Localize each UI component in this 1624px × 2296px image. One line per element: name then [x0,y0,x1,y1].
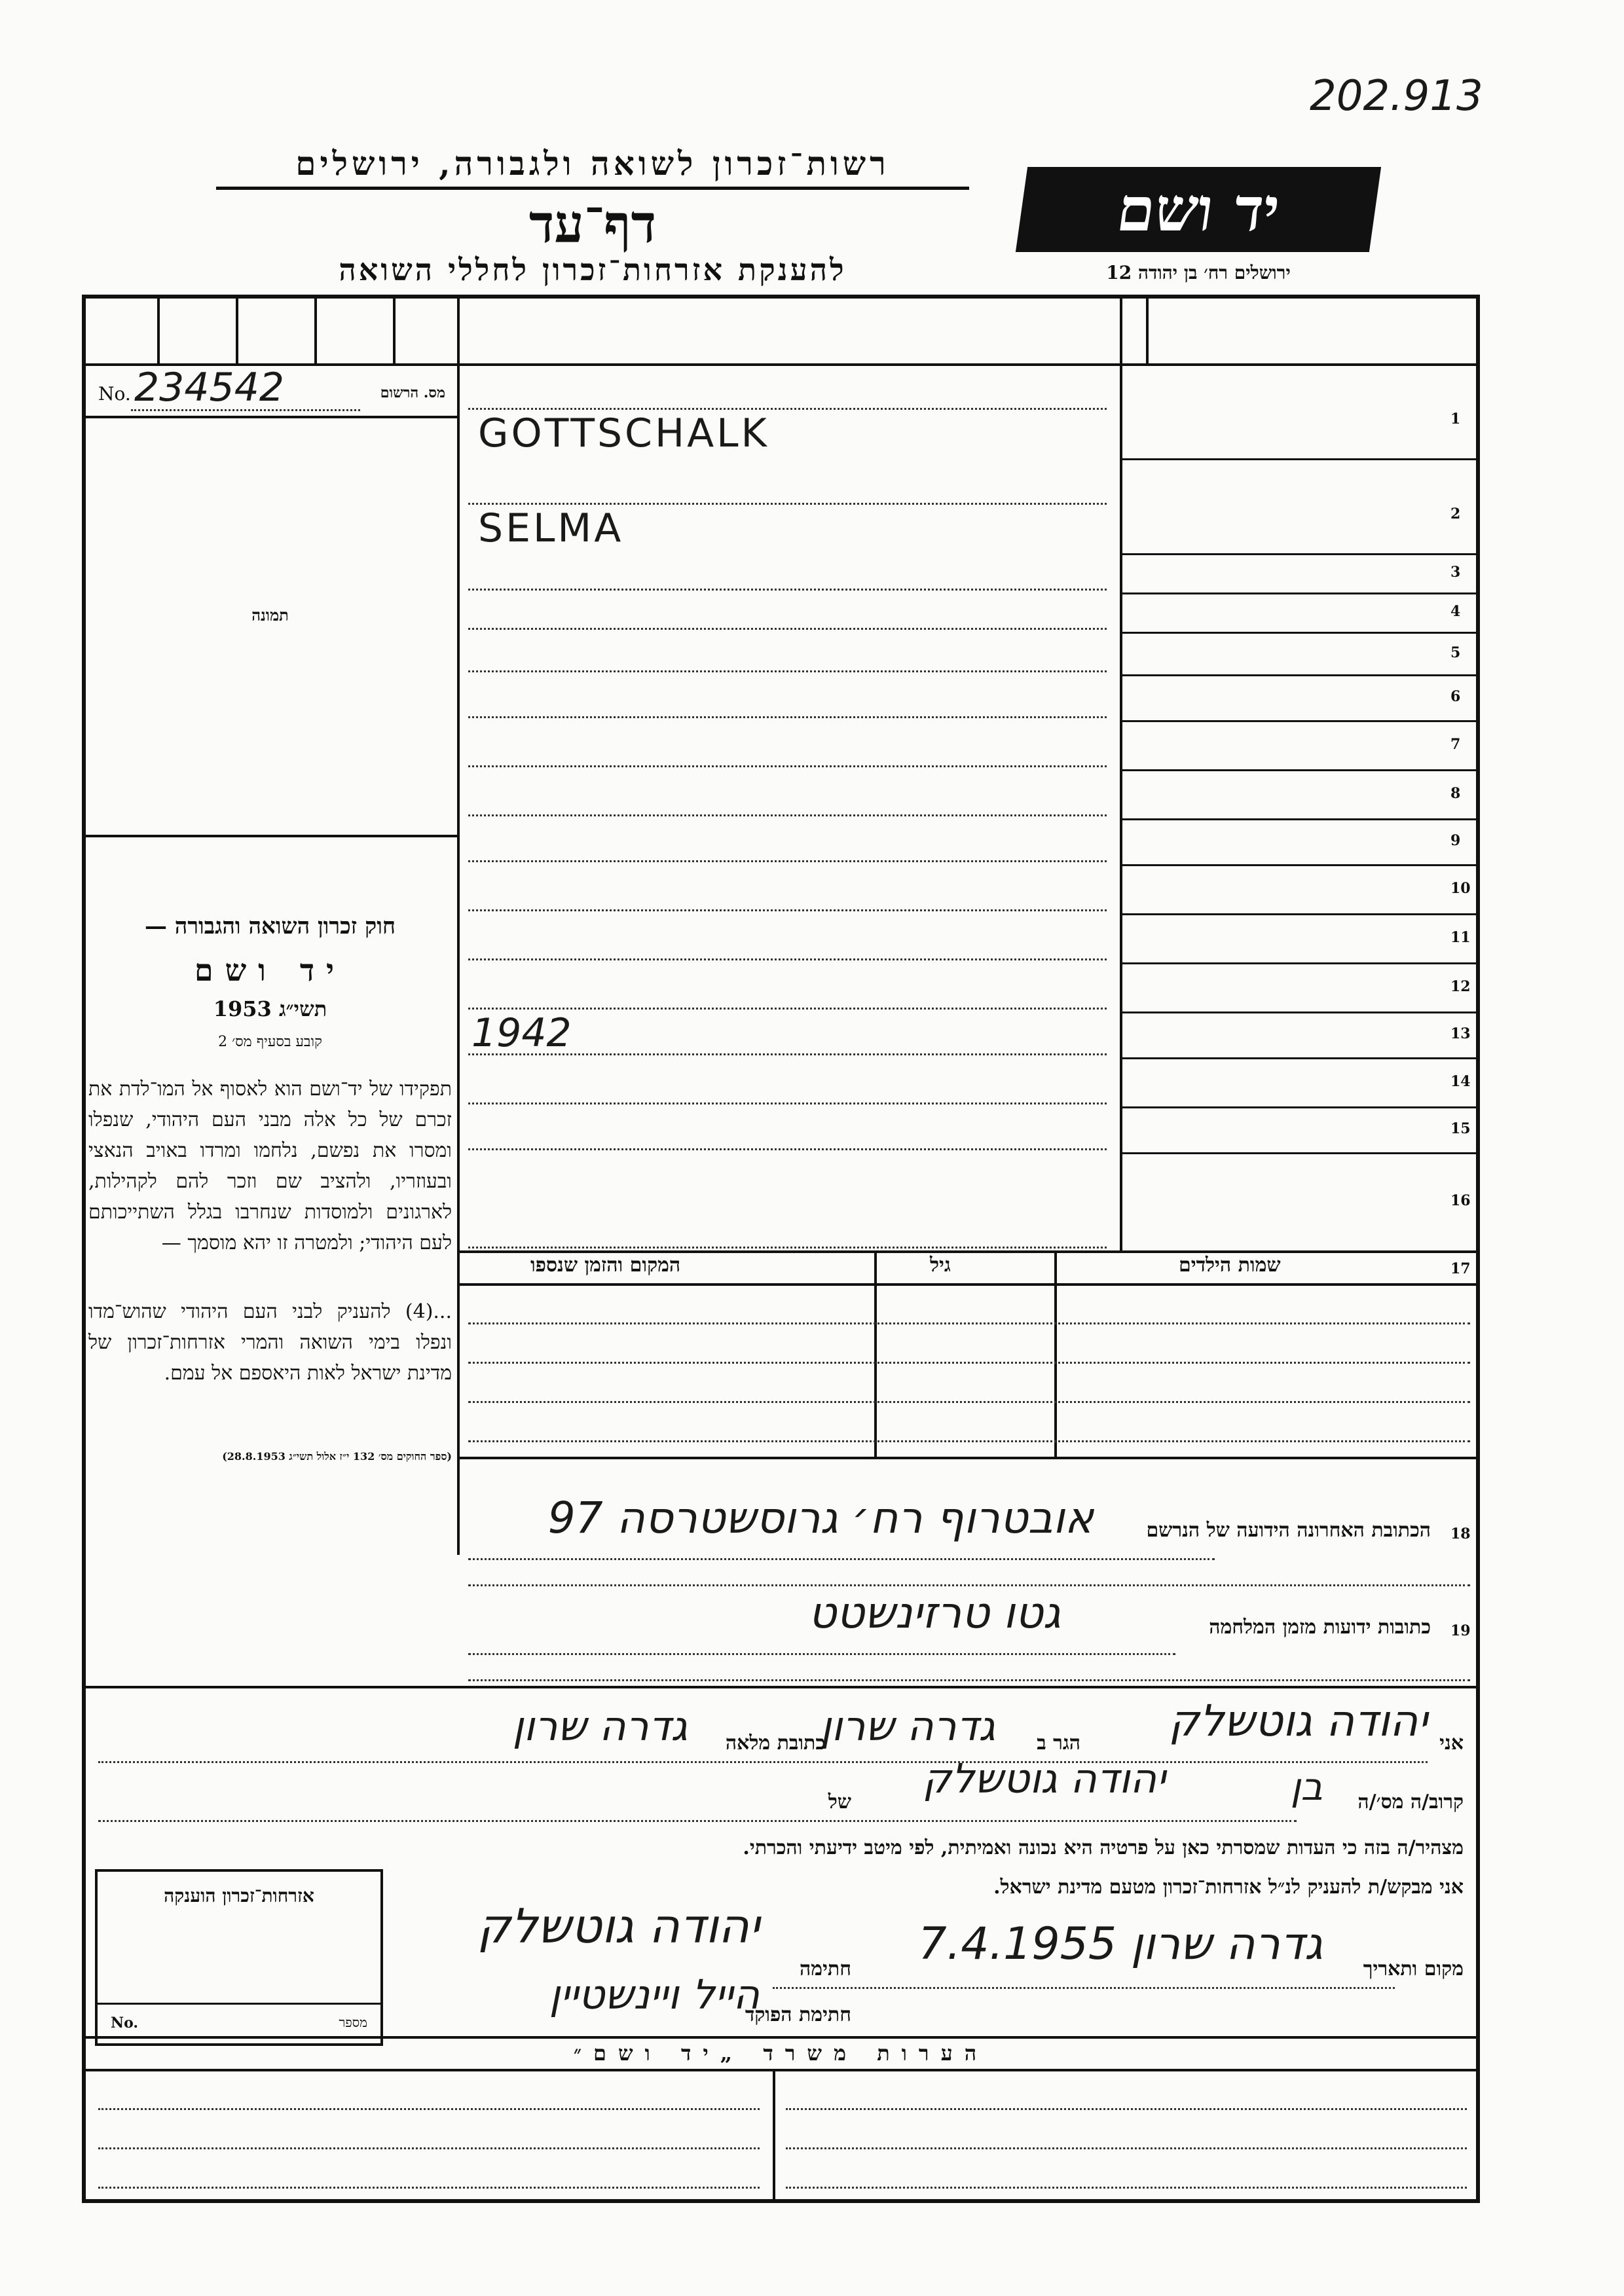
field-6-line [468,716,1107,718]
header-address: ירושלים רח׳ בן יהודה 12 [1106,262,1291,283]
declaration-statement: מצהיר/ה בזה כי העדות שמסרתי כאן על פרטיה היא נכונה ואמיתית, לפי מיטב ידיעתי והכרתי. [743,1836,1464,1859]
field-2-hebrew-line [468,503,1107,505]
children-names-header: שמות הילדים [1179,1254,1281,1277]
field-10-number: 10 [1450,879,1471,897]
declaration-request: אני מבקש/ת להעניק לנ״ל אזרחות־זכרון מטעם מדינת ישראל. [993,1876,1464,1899]
field-1-hebrew-line [468,408,1107,410]
law-text-1: תפקידו של יד־ושם הוא לאסוף אל המו־לדת את זכרם של כל אלה מבני העם היהודי, שנפלו ומסרו את נפשם, נלחמו ומרדו באויב הנאצי ובעוזריו, ולהציב שם וזכר להם לקהילות, לארגונים ולמוסדות שנחרבו בגלל השתייכותם לעם היהודי; ולמטרה זו יהא מוסמך — [88,1078,452,1254]
field-4-number: 4 [1450,603,1461,620]
field-8-number: 8 [1450,784,1461,802]
field-2-number: 2 [1450,505,1461,522]
field-9-number: 9 [1450,832,1461,849]
row-separator [1120,553,1480,555]
relation-of: יהודה גוטשלק [922,1755,1166,1802]
field-18-number: 18 [1450,1525,1471,1542]
award-box-title: אזרחות־זכרון הוענקה [164,1885,314,1906]
field-19-value: גטו טרזינשטט [808,1588,1061,1638]
registration-number: 234542 [134,365,285,410]
field-18-label: הכתובת האחרונה הידועה של הנרשם [1146,1519,1431,1542]
declaration-shel: של [828,1791,851,1813]
field-15-line [468,1148,1107,1150]
document-number: 202.913 [1310,72,1483,120]
officer-signature-label: חתימת הפוקד [745,2003,851,2026]
field-16-line [468,1247,1107,1248]
field-7-number: 7 [1450,735,1461,753]
row-separator [1120,913,1480,915]
field-12-line [468,1008,1107,1010]
registration-row [98,365,445,410]
award-box-no-label: מספר [339,2014,367,2030]
field-1-value: GOTTSCHALK [478,410,769,456]
field-10-line [468,909,1107,911]
field-17-number: 17 [1450,1260,1471,1277]
header-title: דף־עד [528,193,657,255]
row-separator [1120,1011,1480,1013]
field-14-line [468,1102,1107,1104]
row-separator [1120,592,1480,594]
award-box-no-prefix: No. [111,2014,139,2032]
declaration-ani: אני [1439,1732,1464,1755]
row-separator [1120,864,1480,866]
row-separator [1120,1152,1480,1154]
header-subtitle: להענקת אזרחות־זכרון לחללי השואה [339,252,847,287]
field-11-line [468,958,1107,960]
law-year: תשי״ג 1953 [213,996,327,1021]
law-reference: (ספר החוקים מס׳ 132 י״ז אלול תשי״ג 28.8.1953) [222,1450,452,1463]
law-section: קובע בסעיף מס׳ 2 [218,1034,322,1050]
row-separator [1120,769,1480,771]
citizenship-award-box [95,1869,383,2046]
row-separator [1120,458,1480,460]
children-place-header: המקום והזמן שנספו [530,1254,681,1277]
field-3-number: 3 [1450,564,1461,581]
row-separator [1120,1106,1480,1108]
law-title: חוק זכרון השואה והגבורה — [144,913,396,939]
row-separator [1120,962,1480,964]
field-12-number: 12 [1450,977,1471,995]
row-separator [1120,1057,1480,1059]
field-19-number: 19 [1450,1622,1471,1639]
declarant-name: יהודה גוטשלק [1168,1696,1428,1746]
field-2-value: SELMA [478,505,624,551]
field-7-line [468,765,1107,767]
declarant-relation: בן [1290,1764,1323,1809]
field-1-number: 1 [1450,410,1461,428]
yad-vashem-logo [1016,167,1381,252]
field-13-value-year: 1942 [471,1010,572,1056]
row-separator [1120,674,1480,676]
row-separator [1120,818,1480,820]
header-authority: רשות־זכרון לשואה ולגבורה, ירושלים [216,144,969,190]
declaration-address-label: כתובת מלאה [725,1732,825,1755]
field-8-line [468,814,1107,816]
field-6-number: 6 [1450,688,1461,705]
registration-label: מס. הרשום [380,384,445,401]
field-4-line [468,628,1107,630]
signature-value: יהודה גוטשלק [477,1899,760,1954]
signature-label: חתימה [800,1958,851,1980]
declaration-gar: הגר ב [1037,1732,1080,1755]
field-13-number: 13 [1450,1025,1471,1042]
field-5-number: 5 [1450,644,1461,661]
field-11-number: 11 [1450,928,1471,946]
field-18-value: אובטרוף רח׳ גרוסשטרסה 97 [547,1493,1094,1543]
field-3-line [468,589,1107,591]
place-date-value: גדרה שרון 7.4.1955 [918,1918,1323,1970]
registration-prefix: No. [98,383,131,405]
place-date-label: מקום ותאריך [1363,1958,1464,1980]
officer-signature-value: הייל ויינשטיין [549,1971,760,2018]
field-15-number: 15 [1450,1120,1471,1137]
field-16-number: 16 [1450,1192,1471,1209]
declarant-residence: גדרה שרון [820,1702,995,1750]
law-name: יד ושם [194,953,346,988]
declarant-address: גדרה שרון [512,1702,688,1750]
law-text-2: ...(4) להעניק לבני העם היהודי שהוש־מדו ונפלו בימי השואה והמרי אזרחות־זכרון של מדינת ישראל לאות היאספם אל עמם. [88,1300,452,1385]
field-19-label: כתובות ידועות מזמן המלחמה [1209,1616,1431,1639]
field-9-line [468,860,1107,862]
photo-placeholder-label: תמונה [251,606,289,625]
children-age-header: גיל [930,1254,951,1277]
row-separator [1120,720,1480,722]
row-separator [1120,632,1480,634]
declaration-relation-label: קרוב/ה מס׳/ה [1357,1791,1464,1813]
field-5-line [468,670,1107,672]
field-14-number: 14 [1450,1072,1471,1090]
office-notes-title: הערות משרד „יד ושם״ [573,2041,989,2066]
logo-text: יד ושם [1113,174,1284,245]
